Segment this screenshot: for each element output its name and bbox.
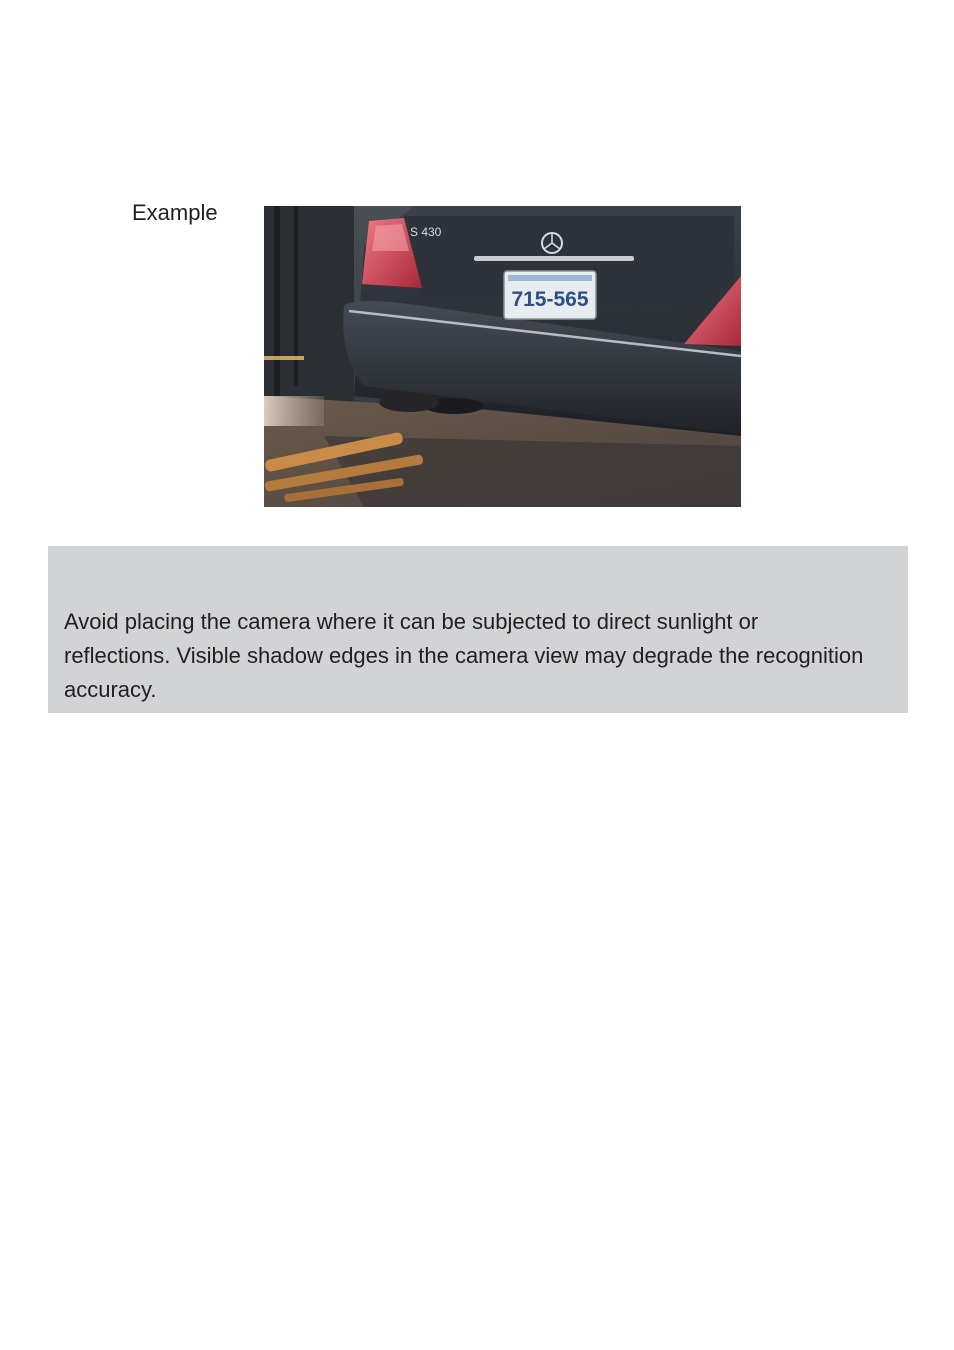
license-plate-text: 715-565	[511, 288, 589, 311]
car-badge-text: S 430	[410, 225, 442, 239]
note-text: Avoid placing the camera where it can be subjected to direct sunlight or reflections. Visible shadow edges in the camera view may degrade the recognition accuracy.	[64, 609, 864, 702]
example-label: Example	[132, 200, 218, 225]
example-photo	[264, 206, 741, 507]
note-box	[48, 546, 908, 713]
